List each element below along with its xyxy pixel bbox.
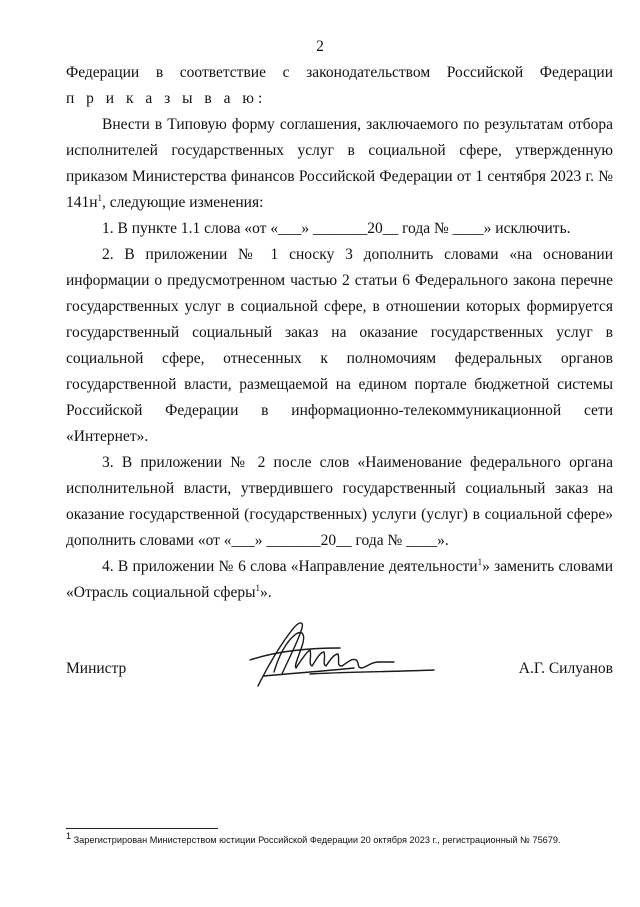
footnote-ref: 1 — [97, 192, 103, 203]
minister-title: Министр — [66, 660, 127, 677]
paragraph-item-4-part-c: ». — [260, 584, 272, 601]
paragraph-main-text: Внести в Типовую форму соглашения, заключаемого по результатам отбора исполнителей государственных услуг в социальной сфере, утвержденную приказом Министерства финансов Российской Федерации от 1 сентября 2023 г. № 141н — [66, 116, 613, 211]
footnote-ref: 1 — [255, 582, 261, 593]
page-number: 2 — [316, 38, 324, 55]
order-body — [66, 60, 613, 606]
paragraph-item-4-part-b: » заменить словами «Отрасль социальной сферы — [66, 558, 613, 601]
paragraph-item-4-part-a: 4. В приложении № 6 слова «Направление деятельности — [102, 558, 478, 575]
footnote-ref: 1 — [477, 556, 483, 567]
paragraph-main-tail: , следующие изменения: — [102, 194, 264, 211]
paragraph-intro: Федерации в соответствие с законодательством Российской Федерации — [66, 64, 613, 81]
paragraph-order-word: п р и к а з ы в а ю: — [66, 90, 267, 107]
paragraph-item-2: 2. В приложении № 1 сноску 3 дополнить словами «на основании информации о предусмотренном частью 2 статьи 6 Федерального закона перечне государственных услуг в социальной сфере, в отношении которых формируется государственный социальный заказ на оказание государственных услуг в социальной сфере, отнесенных к полномочиям федеральных органов государственной власти, размещаемой на едином портале бюджетной системы Российской Федерации в информационно-телекоммуникационной сети «Интернет». — [66, 246, 613, 445]
footnote-marker: 1 — [66, 830, 72, 841]
signature-block — [66, 612, 613, 712]
paragraph-item-3: 3. В приложении № 2 после слов «Наименование федерального органа исполнительной власти, утвердившего государственный социальный заказ на оказание государственной (государственных) услуги (услуг) в социальной сфере» дополнить словами «от «___» _______20__ года № ____». — [66, 454, 613, 549]
minister-name: А.Г. Силуанов — [518, 660, 613, 677]
paragraph-item-1: 1. В пункте 1.1 слова «от «___» _______20__ года № ____» исключить. — [102, 220, 571, 237]
paragraph-item-4 — [66, 554, 613, 606]
footnote — [66, 830, 626, 846]
paragraph-main-instruction — [66, 112, 613, 216]
footnote-divider — [66, 828, 218, 829]
footnote-text: Зарегистрирован Министерством юстиции Российской Федерации 20 октября 2023 г., регистрационный № 75679. — [71, 835, 561, 845]
handwritten-signature — [244, 612, 444, 692]
